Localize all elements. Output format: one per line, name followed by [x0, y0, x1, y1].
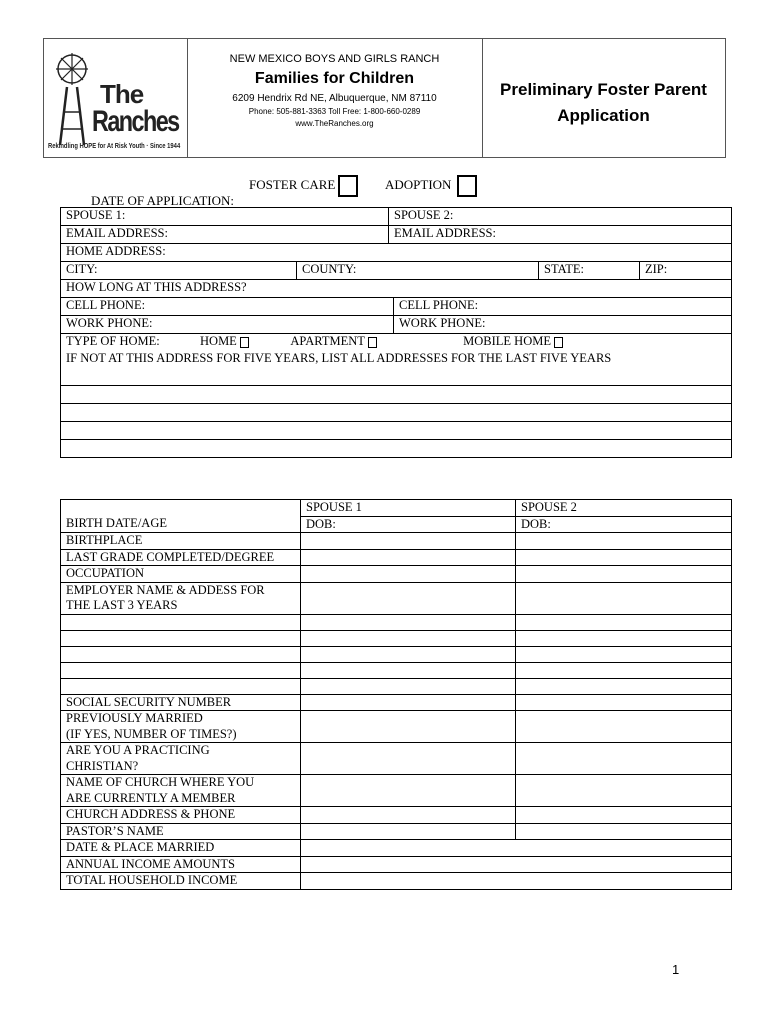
table-row — [61, 351, 732, 386]
input-cell[interactable] — [301, 662, 516, 678]
table-row — [61, 440, 732, 458]
table-row — [61, 614, 732, 630]
org-website: www.TheRanches.org — [295, 119, 374, 128]
table-row — [61, 334, 732, 352]
table-row — [61, 694, 732, 711]
table-row — [61, 516, 732, 533]
input-cell[interactable] — [301, 566, 516, 583]
input-cell[interactable] — [301, 823, 516, 840]
input-cell[interactable] — [301, 582, 516, 614]
input-cell[interactable] — [516, 711, 732, 743]
table-row — [61, 500, 732, 517]
row-label: DATE & PLACE MARRIED — [61, 840, 301, 857]
table-row — [61, 533, 732, 550]
how-long-field[interactable]: HOW LONG AT THIS ADDRESS? — [61, 280, 732, 298]
input-cell[interactable] — [516, 775, 732, 807]
christian-line-2: CHRISTIAN? — [66, 758, 139, 773]
logo-tagline: Rekindling HOPE for At Risk Youth · Since 1944 — [48, 141, 181, 150]
prior-addresses-field[interactable]: IF NOT AT THIS ADDRESS FOR FIVE YEARS, LIST ALL ADDRESSES FOR THE LAST FIVE YEARS — [61, 351, 732, 386]
table-row — [61, 678, 732, 694]
email2-field[interactable]: EMAIL ADDRESS: — [389, 226, 732, 244]
table-row — [61, 711, 732, 743]
ranches-logo — [44, 39, 188, 157]
dob1-field[interactable]: DOB: — [301, 516, 516, 533]
table-row — [61, 566, 732, 583]
foster-care-label: FOSTER CARE — [249, 177, 336, 192]
cell-phone-2-field[interactable]: CELL PHONE: — [394, 298, 732, 316]
row-label — [61, 630, 301, 646]
org-phone: Phone: 505-881-3363 Toll Free: 1-800-660-0289 — [248, 107, 421, 116]
work-phone-2-field[interactable]: WORK PHONE: — [394, 316, 732, 334]
logo-word-ranches: Ranches — [92, 105, 179, 138]
input-cell[interactable] — [301, 711, 516, 743]
dob2-field[interactable]: DOB: — [516, 516, 732, 533]
spouse1-column-header: SPOUSE 1 — [301, 500, 516, 517]
prior-address-line[interactable] — [61, 440, 732, 458]
work-phone-1-field[interactable]: WORK PHONE: — [61, 316, 394, 334]
input-cell[interactable] — [516, 678, 732, 694]
input-cell[interactable] — [301, 694, 516, 711]
row-label — [61, 743, 301, 775]
table-row — [61, 873, 732, 890]
input-cell[interactable] — [516, 614, 732, 630]
apartment-option-label: APARTMENT — [290, 334, 365, 348]
input-cell[interactable] — [301, 549, 516, 566]
input-cell[interactable] — [516, 646, 732, 662]
home-address-field[interactable]: HOME ADDRESS: — [61, 244, 732, 262]
spouse2-column-header: SPOUSE 2 — [516, 500, 732, 517]
christian-line-1: ARE YOU A PRACTICING — [66, 743, 210, 757]
home-option-label: HOME — [200, 334, 237, 348]
input-cell[interactable] — [516, 694, 732, 711]
input-cell[interactable] — [516, 807, 732, 824]
input-cell[interactable] — [301, 630, 516, 646]
input-cell[interactable] — [301, 646, 516, 662]
table-row — [61, 856, 732, 873]
table-row — [61, 316, 732, 334]
type-of-home-label: TYPE OF HOME: — [66, 334, 160, 348]
prior-address-line[interactable] — [61, 404, 732, 422]
input-cell[interactable] — [301, 775, 516, 807]
row-label — [61, 646, 301, 662]
table-row — [61, 549, 732, 566]
adoption-checkbox[interactable] — [457, 175, 477, 197]
input-cell[interactable] — [301, 678, 516, 694]
org-address: 6209 Hendrix Rd NE, Albuquerque, NM 87110 — [232, 93, 437, 104]
row-label — [61, 614, 301, 630]
apartment-checkbox[interactable] — [368, 337, 377, 348]
row-label: OCCUPATION — [61, 566, 301, 583]
table-row — [61, 404, 732, 422]
title-line-2: Application — [557, 106, 650, 125]
zip-field[interactable]: ZIP: — [640, 262, 732, 280]
input-cell[interactable] — [516, 662, 732, 678]
prev-married-line-2: (IF YES, NUMBER OF TIMES?) — [66, 726, 237, 741]
input-cell[interactable] — [301, 614, 516, 630]
input-cell[interactable] — [301, 873, 732, 890]
spouse-details-table — [60, 499, 732, 890]
input-cell[interactable] — [516, 823, 732, 840]
type-of-home-field — [61, 334, 732, 352]
table-row — [61, 280, 732, 298]
contact-info-table — [60, 207, 732, 458]
table-row — [61, 662, 732, 678]
logo-word-the: The — [100, 79, 144, 109]
table-row — [61, 244, 732, 262]
table-row — [61, 226, 732, 244]
row-label — [61, 678, 301, 694]
row-label: BIRTH DATE/AGE — [61, 516, 301, 533]
row-label — [61, 775, 301, 807]
prior-address-line[interactable] — [61, 386, 732, 404]
table-row — [61, 807, 732, 824]
mobile-home-checkbox[interactable] — [554, 337, 563, 348]
input-cell[interactable] — [301, 856, 732, 873]
table-row — [61, 262, 732, 280]
foster-care-checkbox[interactable] — [338, 175, 358, 197]
row-label: SOCIAL SECURITY NUMBER — [61, 694, 301, 711]
table-row — [61, 298, 732, 316]
row-label: PASTOR’S NAME — [61, 823, 301, 840]
employer-line-2: THE LAST 3 YEARS — [66, 598, 178, 612]
input-cell[interactable] — [516, 743, 732, 775]
employer-line-1: EMPLOYER NAME & ADDESS FOR — [66, 582, 265, 597]
row-label — [61, 582, 301, 614]
spouse2-field[interactable]: SPOUSE 2: — [389, 208, 732, 226]
church-line-2: ARE CURRENTLY A MEMBER — [66, 790, 236, 805]
row-label: BIRTHPLACE — [61, 533, 301, 550]
row-label: TOTAL HOUSEHOLD INCOME — [61, 873, 301, 890]
input-cell[interactable] — [301, 807, 516, 824]
table-row — [61, 775, 732, 807]
input-cell[interactable] — [516, 533, 732, 550]
table-row — [61, 422, 732, 440]
table-row — [61, 743, 732, 775]
city-field[interactable]: CITY: — [61, 262, 297, 280]
row-label: LAST GRADE COMPLETED/DEGREE — [61, 549, 301, 566]
input-cell[interactable] — [301, 743, 516, 775]
table-row — [61, 386, 732, 404]
date-of-application-label: DATE OF APPLICATION: — [91, 193, 235, 208]
prior-address-line[interactable] — [61, 422, 732, 440]
mobile-home-option-label: MOBILE HOME — [463, 334, 551, 348]
input-cell[interactable] — [516, 549, 732, 566]
org-name: NEW MEXICO BOYS AND GIRLS RANCH — [229, 53, 440, 65]
letterhead — [43, 38, 726, 158]
input-cell[interactable] — [516, 630, 732, 646]
input-cell[interactable] — [301, 533, 516, 550]
input-cell[interactable] — [516, 566, 732, 583]
table-row — [61, 823, 732, 840]
title-line-1: Preliminary Foster Parent — [500, 80, 707, 99]
adoption-label: ADOPTION — [385, 177, 452, 192]
table-row — [61, 646, 732, 662]
table-row — [61, 840, 732, 857]
program-name: Families for Children — [254, 70, 415, 87]
spouse1-field[interactable]: SPOUSE 1: — [61, 208, 389, 226]
county-field[interactable]: COUNTY: — [297, 262, 539, 280]
home-checkbox[interactable] — [240, 337, 249, 348]
input-cell[interactable] — [516, 582, 732, 614]
prev-married-line-1: PREVIOUSLY MARRIED — [66, 711, 203, 725]
row-label — [61, 662, 301, 678]
page-number: 1 — [672, 962, 680, 977]
input-cell[interactable] — [301, 840, 732, 857]
row-label: CHURCH ADDRESS & PHONE — [61, 807, 301, 824]
row-label: ANNUAL INCOME AMOUNTS — [61, 856, 301, 873]
table-row — [61, 582, 732, 614]
state-field[interactable]: STATE: — [539, 262, 640, 280]
cell-phone-1-field[interactable]: CELL PHONE: — [61, 298, 394, 316]
email1-field[interactable]: EMAIL ADDRESS: — [61, 226, 389, 244]
table-row — [61, 630, 732, 646]
table-row — [61, 208, 732, 226]
org-info — [187, 39, 483, 157]
church-line-1: NAME OF CHURCH WHERE YOU — [66, 775, 255, 789]
document-title — [482, 39, 725, 157]
row-label — [61, 711, 301, 743]
